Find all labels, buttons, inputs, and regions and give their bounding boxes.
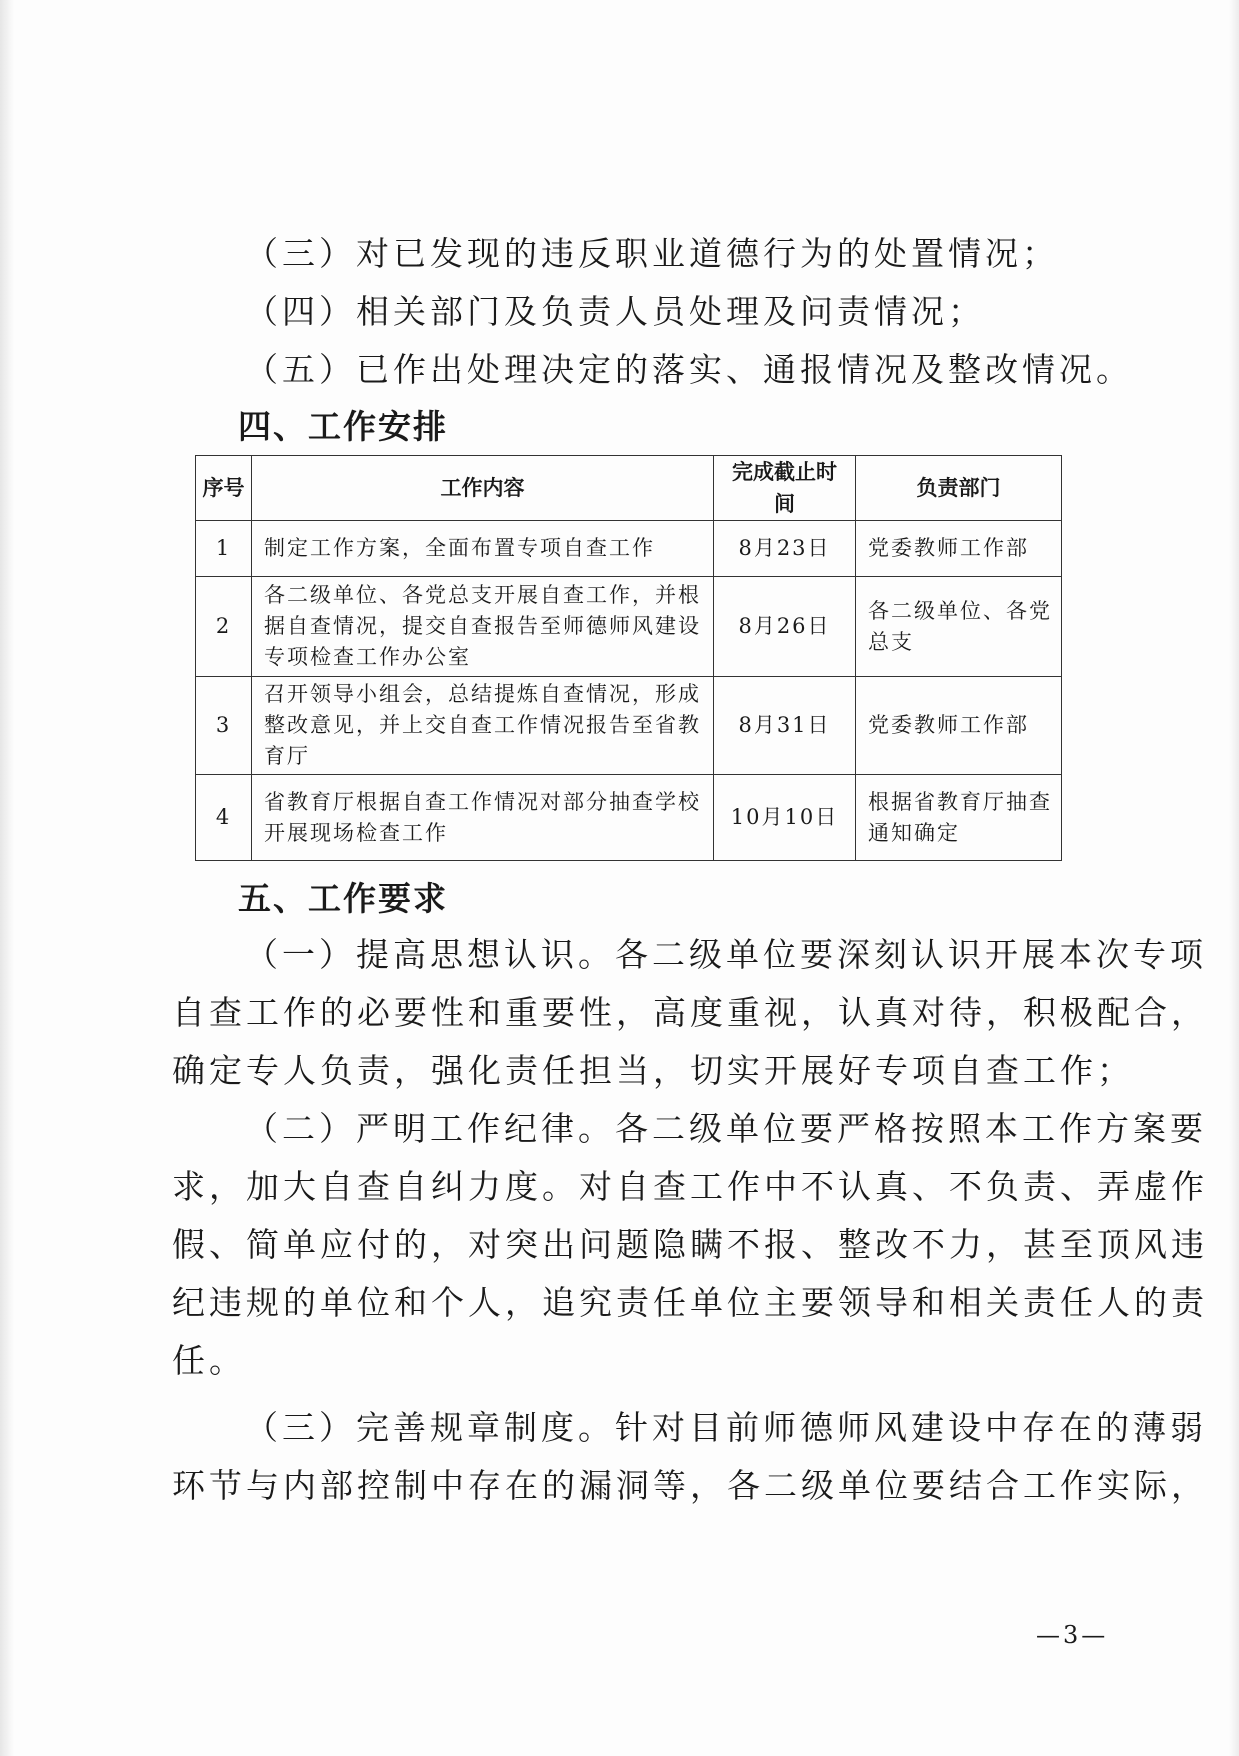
row-dept: 党委教师工作部 <box>856 521 1062 577</box>
header-deadline: 完成截止时间 <box>714 456 856 521</box>
header-task: 工作内容 <box>252 456 714 521</box>
item-5: （五）已作出处理决定的落实、通报情况及整改情况。 <box>245 350 1133 389</box>
work-schedule-table <box>195 455 1062 861</box>
row-no: 2 <box>196 577 252 677</box>
item-3: （三）对已发现的违反职业道德行为的处置情况； <box>245 234 1059 273</box>
row-dept: 各二级单位、各党总支 <box>856 577 1062 677</box>
section-5-heading: 五、工作要求 <box>238 879 448 918</box>
row-task: 召开领导小组会，总结提炼自查情况，形成整改意见，并上交自查工作情况报告至省教育厅 <box>252 677 714 775</box>
row-dept: 根据省教育厅抽查通知确定 <box>856 775 1062 861</box>
header-dept: 负责部门 <box>856 456 1062 521</box>
paragraph-line: （二）严明工作纪律。各二级单位要严格按照本工作方案要 <box>245 1109 1207 1148</box>
row-deadline: 8月23日 <box>714 521 856 577</box>
row-dept: 党委教师工作部 <box>856 677 1062 775</box>
row-deadline: 10月10日 <box>714 775 856 861</box>
table-row <box>196 521 1062 577</box>
table-header-row <box>196 456 1062 521</box>
table-row <box>196 677 1062 775</box>
table-row <box>196 577 1062 677</box>
paragraph-line: （一）提高思想认识。各二级单位要深刻认识开展本次专项 <box>245 935 1207 974</box>
section-4-heading: 四、工作安排 <box>238 407 448 446</box>
row-no: 3 <box>196 677 252 775</box>
paragraph-line: 求，加大自查自纠力度。对自查工作中不认真、不负责、弄虚作 <box>172 1167 1208 1206</box>
scan-edge-right <box>1229 0 1239 1756</box>
row-no: 1 <box>196 521 252 577</box>
row-deadline: 8月31日 <box>714 677 856 775</box>
paragraph-line: 自查工作的必要性和重要性，高度重视，认真对待，积极配合， <box>172 993 1208 1032</box>
paragraph-line: 环节与内部控制中存在的漏洞等，各二级单位要结合工作实际， <box>172 1466 1208 1505</box>
table-row <box>196 775 1062 861</box>
paragraph-line: （三）完善规章制度。针对目前师德师风建设中存在的薄弱 <box>245 1408 1207 1447</box>
row-deadline: 8月26日 <box>714 577 856 677</box>
header-no: 序号 <box>196 456 252 521</box>
row-task: 制定工作方案，全面布置专项自查工作 <box>252 521 714 577</box>
paragraph-line: 确定专人负责，强化责任担当，切实开展好专项自查工作； <box>172 1051 1134 1090</box>
item-4: （四）相关部门及负责人员处理及问责情况； <box>245 292 985 331</box>
row-no: 4 <box>196 775 252 861</box>
paragraph-line: 假、简单应付的，对突出问题隐瞒不报、整改不力，甚至顶风违 <box>172 1225 1208 1264</box>
paragraph-line: 任。 <box>172 1341 246 1380</box>
paragraph-line: 纪违规的单位和个人，追究责任单位主要领导和相关责任人的责 <box>172 1283 1208 1322</box>
row-task: 各二级单位、各党总支开展自查工作，并根据自查情况，提交自查报告至师德师风建设专项检查工作办公室 <box>252 577 714 677</box>
scan-edge-left <box>0 0 14 1756</box>
row-task: 省教育厅根据自查工作情况对部分抽查学校开展现场检查工作 <box>252 775 714 861</box>
page-number: —3— <box>1036 1621 1109 1649</box>
